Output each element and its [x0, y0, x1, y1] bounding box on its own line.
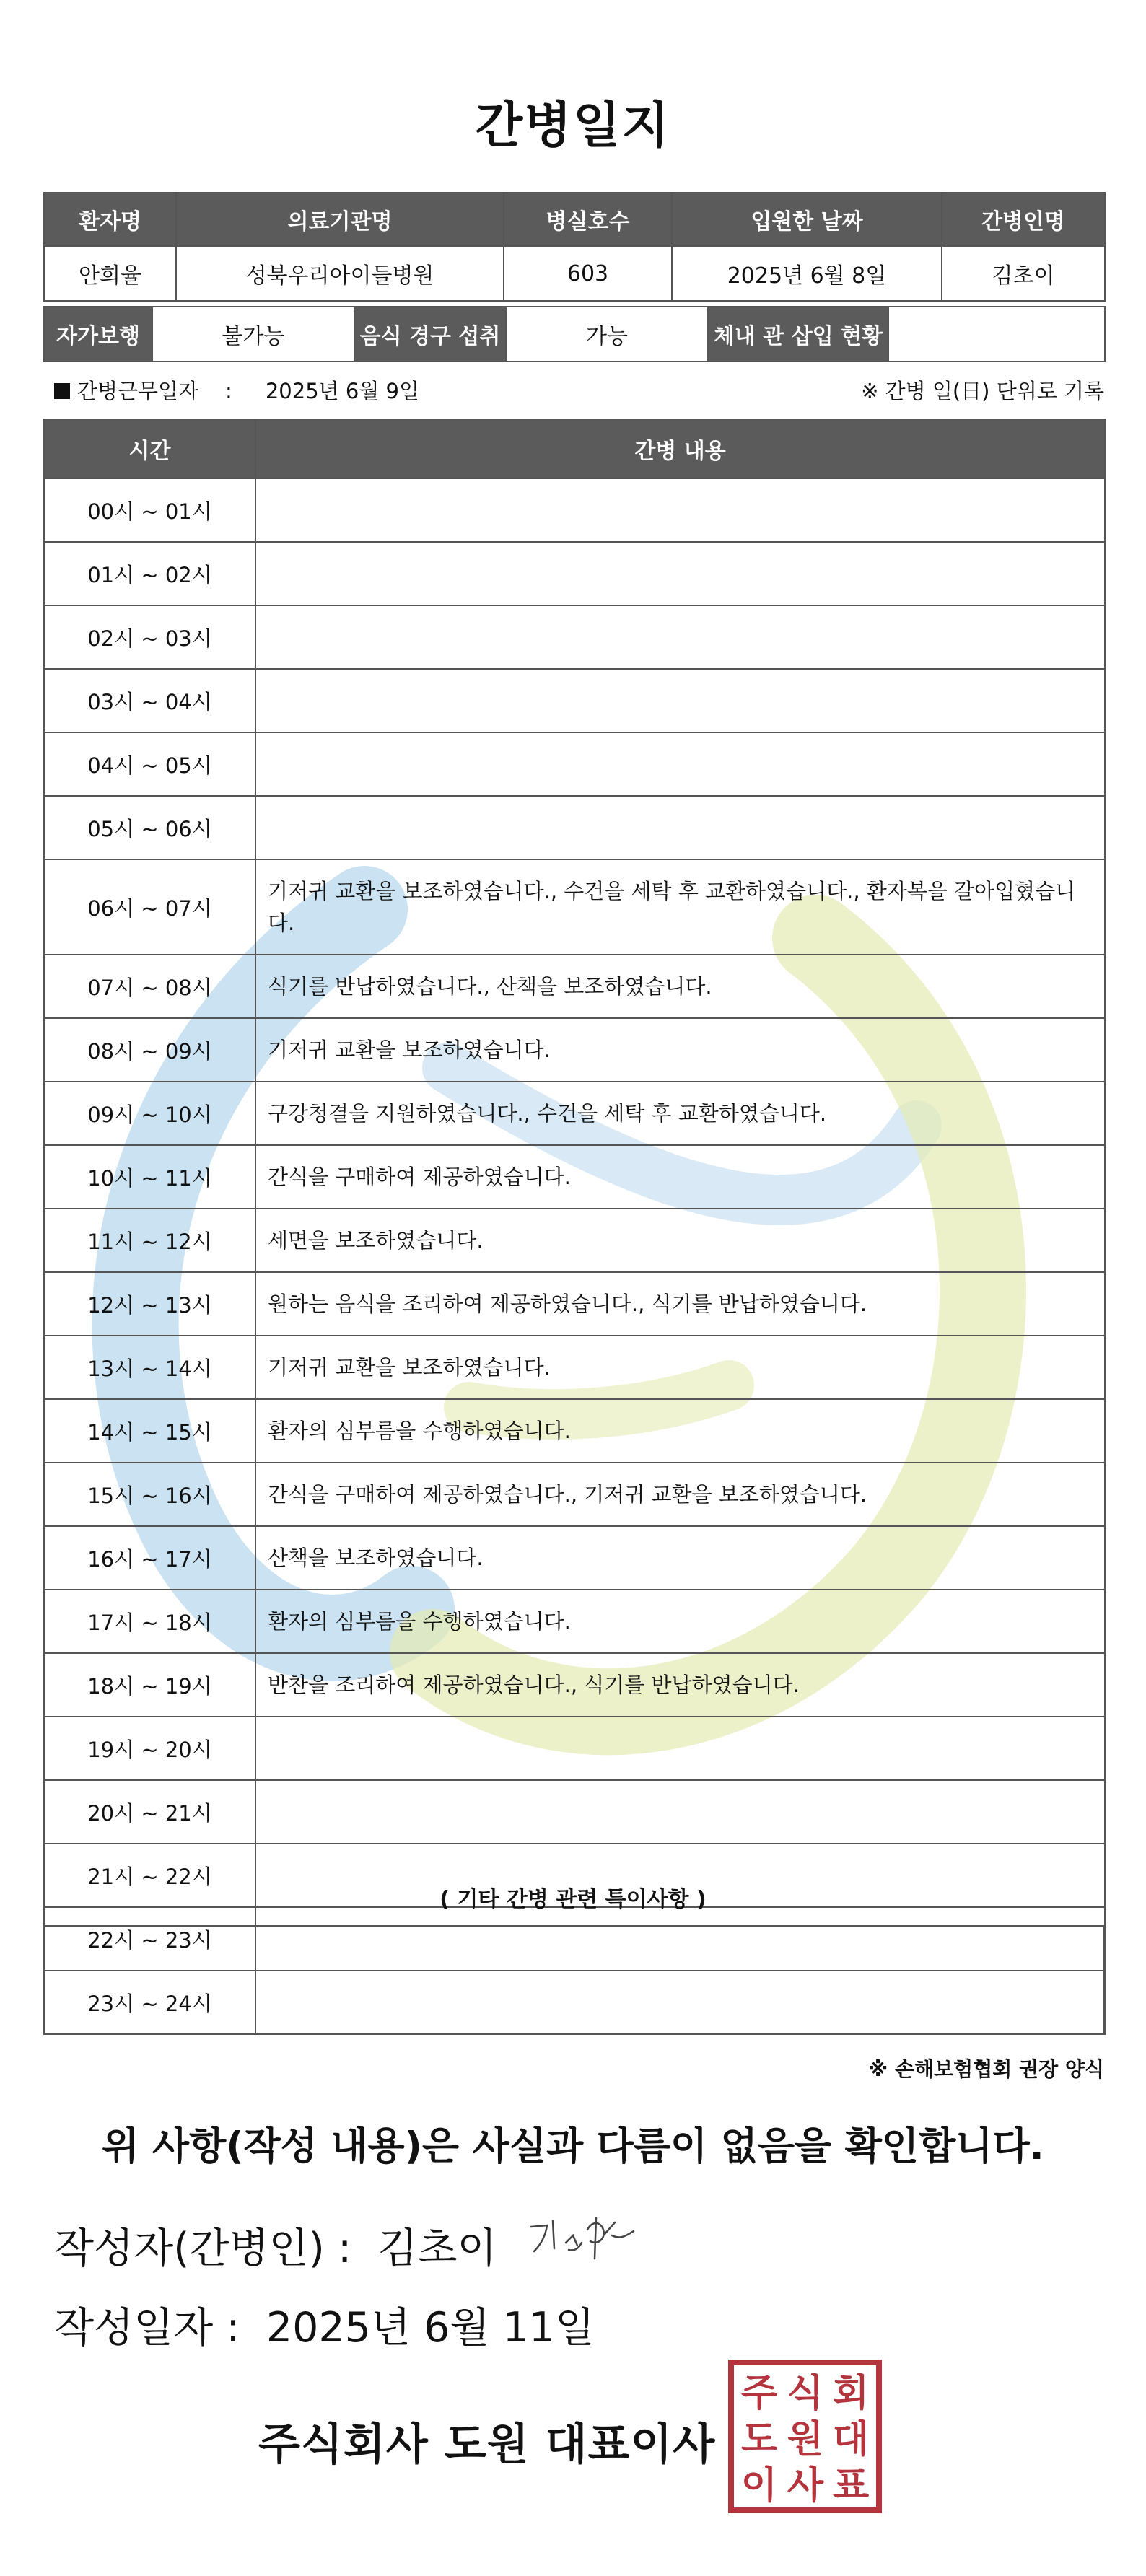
- room-header: 병실호수: [504, 193, 672, 246]
- work-date-label: 간병근무일자: [77, 379, 199, 403]
- oral-intake-value: 가능: [506, 307, 708, 362]
- self-walk-value: 불가능: [152, 307, 354, 362]
- log-row: [44, 955, 1105, 1018]
- care-log-table: [43, 419, 1106, 2035]
- log-content-cell: 간식을 구매하여 제공하였습니다.: [255, 1145, 1105, 1209]
- log-row: [44, 1209, 1105, 1272]
- log-content-cell: 원하는 음식을 조리하여 제공하였습니다., 식기를 반납하였습니다.: [255, 1272, 1105, 1336]
- log-content-cell: [255, 542, 1105, 605]
- log-row: [44, 1717, 1105, 1780]
- log-content-cell: [255, 1780, 1105, 1844]
- square-bullet-icon: [54, 383, 70, 399]
- log-time-cell: 08시 ~ 09시: [44, 1018, 255, 1082]
- written-date-line: [54, 2295, 595, 2354]
- log-row: [44, 1145, 1105, 1209]
- log-row: [44, 796, 1105, 859]
- admission-date-header: 입원한 날짜: [672, 193, 942, 246]
- log-content-cell: 식기를 반납하였습니다., 산책을 보조하였습니다.: [255, 955, 1105, 1018]
- content-column-header: 간병 내용: [255, 419, 1105, 478]
- svg-text:식: 식: [787, 2372, 824, 2415]
- log-time-cell: 13시 ~ 14시: [44, 1336, 255, 1399]
- log-row: [44, 478, 1105, 542]
- svg-text:사: 사: [787, 2464, 824, 2507]
- log-content-cell: [255, 669, 1105, 732]
- log-content-cell: 구강청결을 지원하였습니다., 수건을 세탁 후 교환하였습니다.: [255, 1082, 1105, 1145]
- log-row: [44, 669, 1105, 732]
- writer-line: [54, 2215, 497, 2274]
- caregiver-header: 간병인명: [942, 193, 1105, 246]
- log-time-cell: 15시 ~ 16시: [44, 1463, 255, 1526]
- log-content-cell: 환자의 심부름을 수행하였습니다.: [255, 1399, 1105, 1463]
- log-time-cell: 12시 ~ 13시: [44, 1272, 255, 1336]
- hospital-header: 의료기관명: [176, 193, 504, 246]
- log-content-cell: [255, 732, 1105, 796]
- log-time-cell: 18시 ~ 19시: [44, 1653, 255, 1717]
- log-time-cell: 14시 ~ 15시: [44, 1399, 255, 1463]
- daily-record-note: ※ 간병 일(日) 단위로 기록: [861, 379, 1104, 403]
- handwritten-signature: [525, 2214, 641, 2264]
- log-row: [44, 859, 1105, 955]
- log-content-cell: 기저귀 교환을 보조하였습니다., 수건을 세탁 후 교환하였습니다., 환자복을 갈아입혔습니다.: [255, 859, 1105, 955]
- log-row: [44, 1526, 1105, 1590]
- log-row: [44, 732, 1105, 796]
- room-value: 603: [504, 246, 672, 301]
- written-date-label: 작성일자 :: [54, 2304, 240, 2352]
- log-time-cell: 05시 ~ 06시: [44, 796, 255, 859]
- log-row: [44, 1590, 1105, 1653]
- writer-label: 작성자(간병인) :: [54, 2225, 352, 2272]
- written-date-value: 2025년 6월 11일: [266, 2304, 595, 2352]
- log-time-cell: 04시 ~ 05시: [44, 732, 255, 796]
- special-notes-title: ( 기타 간병 관련 특이사항 ): [439, 1887, 707, 1912]
- log-time-cell: 17시 ~ 18시: [44, 1590, 255, 1653]
- patient-name-header: 환자명: [44, 193, 176, 246]
- log-time-cell: 10시 ~ 11시: [44, 1145, 255, 1209]
- tube-value: [888, 307, 1105, 362]
- work-date: [54, 375, 419, 405]
- company-representative: 주식회사 도원 대표이사: [258, 2419, 716, 2470]
- log-content-cell: 기저귀 교환을 보조하였습니다.: [255, 1018, 1105, 1082]
- oral-intake-label: 음식 경구 섭취: [354, 307, 506, 362]
- company-seal-stamp: [727, 2358, 883, 2515]
- log-time-cell: 19시 ~ 20시: [44, 1717, 255, 1780]
- log-row: [44, 1653, 1105, 1717]
- log-time-cell: 06시 ~ 07시: [44, 859, 255, 955]
- log-content-cell: 반찬을 조리하여 제공하였습니다., 식기를 반납하였습니다.: [255, 1653, 1105, 1717]
- admission-date-value: 2025년 6월 8일: [672, 246, 942, 301]
- log-row: [44, 1082, 1105, 1145]
- patient-name-value: 안희율: [44, 246, 176, 301]
- svg-text:도: 도: [740, 2418, 778, 2461]
- svg-text:회: 회: [832, 2372, 870, 2415]
- special-notes-box: [43, 1925, 1104, 2035]
- hospital-value: 성북우리아이들병원: [176, 246, 504, 301]
- tube-label: 체내 관 삽입 현황: [708, 307, 888, 362]
- confirmation-statement: 위 사항(작성 내용)은 사실과 다름이 없음을 확인합니다.: [102, 2124, 1044, 2168]
- svg-text:원: 원: [787, 2418, 824, 2461]
- log-content-cell: 간식을 구매하여 제공하였습니다., 기저귀 교환을 보조하였습니다.: [255, 1463, 1105, 1526]
- patient-info-table: [43, 192, 1106, 302]
- log-time-cell: 23시 ~ 24시: [44, 1971, 255, 2034]
- work-date-separator: :: [224, 379, 232, 403]
- caregiver-value: 김초이: [942, 246, 1105, 301]
- patient-status-table: [43, 306, 1106, 362]
- writer-name: 김초이: [377, 2225, 497, 2272]
- log-time-cell: 22시 ~ 23시: [44, 1907, 255, 1971]
- svg-text:표: 표: [832, 2464, 870, 2507]
- log-content-cell: 기저귀 교환을 보조하였습니다.: [255, 1336, 1105, 1399]
- log-row: [44, 1399, 1105, 1463]
- svg-text:이: 이: [740, 2464, 778, 2507]
- svg-text:주: 주: [740, 2372, 778, 2415]
- log-row: [44, 1463, 1105, 1526]
- work-date-value: 2025년 6월 9일: [265, 379, 420, 403]
- log-content-cell: [255, 478, 1105, 542]
- log-content-cell: [255, 605, 1105, 669]
- log-time-cell: 02시 ~ 03시: [44, 605, 255, 669]
- log-row: [44, 542, 1105, 605]
- log-content-cell: [255, 1717, 1105, 1780]
- form-source-note: ※ 손해보험협회 권장 양식: [868, 2057, 1104, 2081]
- log-time-cell: 11시 ~ 12시: [44, 1209, 255, 1272]
- log-time-cell: 00시 ~ 01시: [44, 478, 255, 542]
- log-time-cell: 16시 ~ 17시: [44, 1526, 255, 1590]
- log-row: [44, 1780, 1105, 1844]
- log-time-cell: 09시 ~ 10시: [44, 1082, 255, 1145]
- log-content-cell: [255, 796, 1105, 859]
- log-time-cell: 20시 ~ 21시: [44, 1780, 255, 1844]
- log-row: [44, 1272, 1105, 1336]
- log-content-cell: 산책을 보조하였습니다.: [255, 1526, 1105, 1590]
- log-time-cell: 01시 ~ 02시: [44, 542, 255, 605]
- log-time-cell: 21시 ~ 22시: [44, 1844, 255, 1907]
- log-content-cell: 환자의 심부름을 수행하였습니다.: [255, 1590, 1105, 1653]
- log-time-cell: 07시 ~ 08시: [44, 955, 255, 1018]
- log-time-cell: 03시 ~ 04시: [44, 669, 255, 732]
- log-content-cell: 세면을 보조하였습니다.: [255, 1209, 1105, 1272]
- log-row: [44, 605, 1105, 669]
- svg-text:대: 대: [832, 2418, 870, 2461]
- log-row: [44, 1018, 1105, 1082]
- log-row: [44, 1336, 1105, 1399]
- time-column-header: 시간: [44, 419, 255, 478]
- page-title: 간병일지: [475, 97, 671, 154]
- self-walk-label: 자가보행: [44, 307, 152, 362]
